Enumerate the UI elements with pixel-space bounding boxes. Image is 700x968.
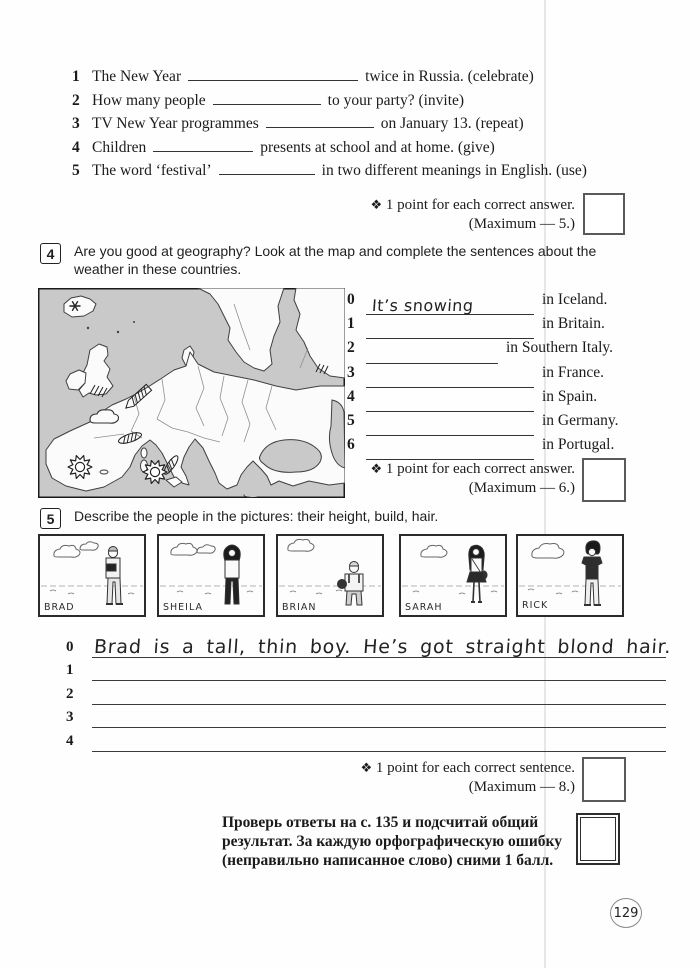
picture-sarah bbox=[399, 534, 507, 617]
example-row bbox=[66, 634, 673, 658]
check-answers-note: Проверь ответы на с. 135 и подсчитай общий результат. За каждую орфографическую ошибку (неправильно написанное слово) сними 1 балл. bbox=[222, 814, 562, 869]
maximum-text: (Maximum — 6.) bbox=[468, 480, 575, 496]
answer-blank[interactable] bbox=[366, 443, 534, 460]
fill-in-sentence bbox=[72, 66, 612, 90]
sentence-before-blank: The word ‘festival’ bbox=[92, 162, 212, 180]
brian-illustration bbox=[276, 534, 384, 617]
sentence-after-blank: in Germany. bbox=[542, 411, 619, 429]
answer-line[interactable] bbox=[92, 727, 666, 752]
answer-line[interactable] bbox=[92, 633, 673, 658]
score-box[interactable] bbox=[582, 458, 626, 502]
answer-blank[interactable] bbox=[219, 160, 315, 175]
exercise5-header bbox=[40, 508, 660, 529]
weather-sentence bbox=[347, 315, 618, 339]
answer-line[interactable] bbox=[92, 704, 666, 729]
points-diamond-icon: ❖ bbox=[370, 462, 383, 477]
sentence-before-blank: How many people bbox=[92, 91, 206, 109]
picture-name-label: RICK bbox=[522, 600, 549, 611]
points-diamond-icon: ❖ bbox=[360, 761, 373, 776]
item-number: 4 bbox=[66, 732, 74, 749]
points-text: 1 point for each correct answer. bbox=[385, 197, 575, 213]
item-number: 2 bbox=[72, 91, 80, 109]
answer-line[interactable] bbox=[92, 657, 666, 682]
picture-sheila bbox=[157, 534, 265, 617]
points-text: 1 point for each correct sentence. bbox=[375, 760, 575, 776]
item-number: 0 bbox=[66, 638, 74, 655]
sentence-after-blank: presents at school and at home. (give) bbox=[260, 138, 495, 156]
item-number: 1 bbox=[66, 662, 74, 679]
item-number: 6 bbox=[347, 436, 355, 454]
fill-in-exercise-list bbox=[72, 66, 612, 184]
item-number: 4 bbox=[347, 387, 355, 405]
weather-sentences bbox=[347, 291, 618, 460]
page-number: 129 bbox=[610, 898, 642, 928]
answer-blank[interactable] bbox=[366, 347, 498, 364]
points-note-task4 bbox=[245, 460, 575, 497]
score-box[interactable] bbox=[583, 193, 625, 235]
weather-sentence bbox=[347, 436, 618, 460]
answer-row bbox=[66, 681, 666, 705]
answer-blank[interactable] bbox=[366, 419, 534, 436]
rick-illustration bbox=[516, 534, 624, 617]
weather-sentence bbox=[347, 412, 618, 436]
item-number: 5 bbox=[72, 162, 80, 180]
maximum-text: (Maximum — 5.) bbox=[468, 216, 575, 232]
fill-in-sentence bbox=[72, 137, 612, 161]
item-number: 1 bbox=[72, 68, 80, 85]
sentence-after-blank: in Portugal. bbox=[542, 436, 615, 454]
answer-blank[interactable] bbox=[366, 371, 534, 388]
score-box[interactable] bbox=[582, 757, 626, 802]
points-text: 1 point for each correct answer. bbox=[385, 461, 575, 477]
sentence-after-blank: on January 13. (repeat) bbox=[380, 115, 524, 133]
answer-blank[interactable] bbox=[366, 395, 534, 412]
sentence-after-blank: in Spain. bbox=[542, 387, 598, 405]
picture-brian bbox=[276, 534, 384, 617]
sentence-after-blank: in Southern Italy. bbox=[506, 339, 614, 357]
weather-sentence bbox=[347, 291, 618, 315]
answer-blank[interactable] bbox=[366, 322, 534, 339]
balearic-island bbox=[100, 470, 108, 474]
weather-sentence bbox=[347, 364, 618, 388]
exercise-number-badge: 5 bbox=[40, 508, 61, 529]
answer-row bbox=[66, 728, 666, 752]
picture-name-label: SHEILA bbox=[163, 602, 203, 613]
picture-name-label: BRIAN bbox=[282, 602, 317, 613]
fill-in-sentence bbox=[72, 90, 612, 114]
weather-sentence bbox=[347, 339, 618, 363]
sentence-after-blank: twice in Russia. (celebrate) bbox=[365, 68, 534, 85]
exercise-instruction: Are you good at geography? Look at the map and complete the sentences about the weather in these countries. bbox=[74, 243, 597, 277]
item-number: 5 bbox=[347, 411, 355, 429]
item-number: 2 bbox=[347, 339, 355, 357]
item-number: 3 bbox=[72, 115, 80, 133]
answer-row bbox=[66, 658, 666, 682]
answer-blank[interactable] bbox=[366, 298, 534, 315]
item-number: 4 bbox=[72, 138, 80, 156]
exercise4-header bbox=[40, 243, 640, 278]
total-result-box[interactable] bbox=[576, 813, 620, 865]
fill-in-sentence bbox=[72, 113, 612, 137]
answer-blank[interactable] bbox=[266, 113, 374, 128]
handwritten-example: Brad is a tall, thin boy. He’s got straight blond hair. bbox=[93, 635, 673, 658]
sentence-after-blank: in Iceland. bbox=[542, 291, 608, 308]
picture-rick bbox=[516, 534, 624, 617]
sentence-before-blank: Children bbox=[92, 138, 147, 156]
sentence-after-blank: in France. bbox=[542, 363, 604, 381]
sentence-after-blank: to your party? (invite) bbox=[327, 91, 465, 109]
description-answer-lines bbox=[66, 634, 673, 752]
total-result-box-inner bbox=[580, 817, 616, 861]
answer-blank[interactable] bbox=[153, 137, 253, 152]
maximum-text: (Maximum — 8.) bbox=[468, 779, 575, 795]
corsica-island bbox=[141, 448, 147, 458]
picture-brad bbox=[38, 534, 146, 617]
picture-name-label: SARAH bbox=[405, 602, 443, 613]
people-pictures-row bbox=[38, 534, 638, 617]
handwritten-answer: It’s snowing bbox=[371, 296, 475, 316]
weather-sentence bbox=[347, 388, 618, 412]
points-diamond-icon: ❖ bbox=[370, 198, 383, 213]
answer-blank[interactable] bbox=[213, 90, 321, 105]
sentence-before-blank: The New Year bbox=[92, 68, 182, 85]
answer-row bbox=[66, 705, 666, 729]
points-note-task3 bbox=[245, 196, 575, 233]
points-note-task5 bbox=[245, 759, 575, 796]
exercise-number-badge: 4 bbox=[40, 243, 61, 264]
item-number: 1 bbox=[347, 315, 355, 333]
brad-illustration bbox=[38, 534, 146, 617]
sentence-after-blank: in Britain. bbox=[542, 315, 605, 333]
item-number: 2 bbox=[66, 685, 74, 702]
item-number: 3 bbox=[347, 363, 355, 381]
exercise-instruction: Describe the people in the pictures: their height, build, hair. bbox=[74, 508, 439, 524]
item-number: 0 bbox=[347, 291, 355, 308]
sheila-illustration bbox=[157, 534, 265, 617]
sentence-before-blank: TV New Year programmes bbox=[92, 115, 259, 133]
sarah-illustration bbox=[399, 534, 507, 617]
sentence-after-blank: in two different meanings in English. (use) bbox=[321, 162, 587, 180]
answer-line[interactable] bbox=[92, 680, 666, 705]
picture-name-label: BRAD bbox=[44, 602, 75, 613]
item-number: 3 bbox=[66, 709, 74, 726]
answer-blank[interactable] bbox=[188, 66, 358, 81]
fill-in-sentence bbox=[72, 160, 612, 184]
